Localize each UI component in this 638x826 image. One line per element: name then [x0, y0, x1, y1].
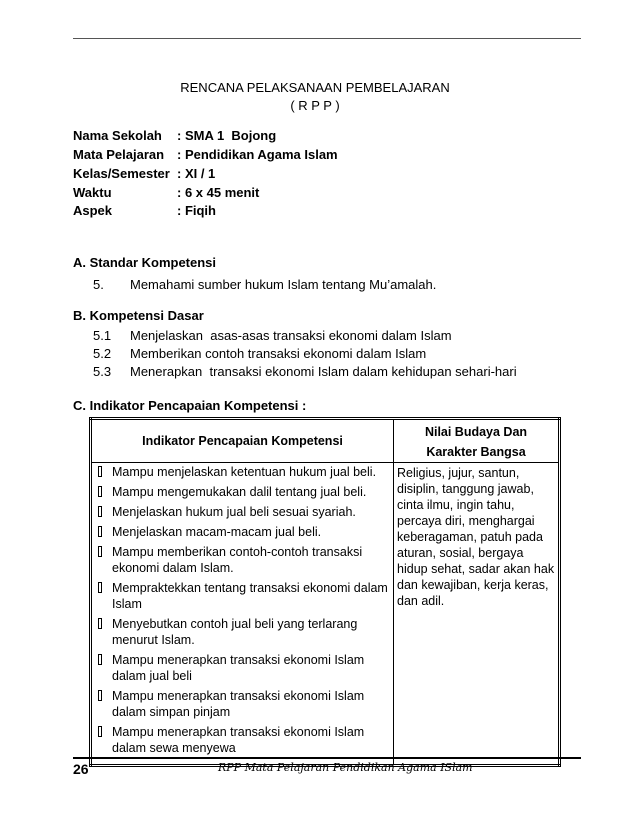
section-b-item-text: Memberikan contoh transaksi ekonomi dalam Islam: [130, 346, 427, 361]
meta-value-class: : XI / 1: [177, 166, 216, 181]
bullet-icon: [98, 466, 102, 477]
section-b-item-text: Menerapkan transaksi ekonomi Islam dalam kehidupan sehari-hari: [130, 364, 517, 379]
meta-label-class: Kelas/Semester: [73, 166, 170, 181]
bullet-icon: [98, 726, 102, 737]
meta-label-time: Waktu: [73, 185, 112, 200]
indicator-text: Mampu menerapkan transaksi ekonomi Islam dalam simpan pinjam: [112, 689, 365, 719]
bullet-icon: [98, 582, 102, 593]
list-item: [92, 484, 393, 500]
meta-value-school: : SMA 1 Bojong: [177, 128, 277, 143]
section-b-item-text: Menjelaskan asas-asas transaksi ekonomi dalam Islam: [130, 328, 452, 343]
section-b-item-num: 5.1: [93, 328, 112, 343]
meta-value-aspect: : Fiqih: [177, 203, 216, 218]
section-b-item-num: 5.2: [93, 346, 112, 361]
table-body-row: [91, 463, 560, 766]
list-item: [92, 504, 393, 520]
section-a-item-text: Memahami sumber hukum Islam tentang Mu’amalah.: [130, 277, 437, 292]
list-item: [92, 464, 393, 480]
meta-label-school: Nama Sekolah: [73, 128, 162, 143]
bullet-icon: [98, 654, 102, 665]
indicator-list: [92, 464, 393, 764]
list-item: [92, 616, 393, 648]
list-item: [92, 724, 393, 756]
footer-text: RPP Mata Pelajaran Pendidikan Agama ISlam: [218, 761, 473, 774]
indicator-text: Mampu memberikan contoh-contoh transaksi ekonomi dalam Islam.: [112, 545, 363, 575]
indicator-text: Menjelaskan hukum jual beli sesuai syariah.: [112, 505, 356, 519]
values-cell: Religius, jujur, santun, disiplin, tanggung jawab, cinta ilmu, ingin tahu, percaya diri, menghargai keberagaman, patuh pada aturan, sosial, bergaya hidup sehat, sadar akan hak dan kewajiban, kerja keras, dan adil.: [394, 463, 560, 766]
bullet-icon: [98, 546, 102, 557]
section-c-heading: C. Indikator Pencapaian Kompetensi :: [73, 398, 307, 413]
list-item: [92, 580, 393, 612]
meta-value-subject: : Pendidikan Agama Islam: [177, 147, 338, 162]
list-item: [92, 652, 393, 684]
meta-label-aspect: Aspek: [73, 203, 113, 218]
table-header-values-line1: Nilai Budaya Dan: [424, 425, 528, 439]
indicator-text: Mampu menerapkan transaksi ekonomi Islam dalam sewa menyewa: [112, 725, 365, 755]
page-number: 26: [73, 761, 89, 777]
indicator-text: Menjelaskan macam-macam jual beli.: [112, 525, 322, 539]
indicator-text: Mampu menerapkan transaksi ekonomi Islam dalam jual beli: [112, 653, 365, 683]
indicator-text: Mampu menjelaskan ketentuan hukum jual beli.: [112, 465, 377, 479]
indicator-table: [89, 417, 561, 767]
table-header-values: [394, 419, 560, 463]
indicator-text: Menyebutkan contoh jual beli yang terlarang menurut Islam.: [112, 617, 358, 647]
table-header-row: [91, 419, 560, 463]
section-a-item-num: 5.: [93, 277, 104, 292]
bullet-icon: [98, 506, 102, 517]
meta-label-subject: Mata Pelajaran: [73, 147, 165, 162]
list-item: [92, 524, 393, 540]
section-a-heading: A. Standar Kompetensi: [73, 255, 217, 270]
indicator-text: Mampu mengemukakan dalil tentang jual beli.: [112, 485, 367, 499]
document-title: RENCANA PELAKSANAAN PEMBELAJARAN: [180, 80, 450, 95]
indicator-text: Mempraktekkan tentang transaksi ekonomi dalam Islam: [112, 581, 388, 611]
header-rule: [73, 38, 581, 39]
bullet-icon: [98, 526, 102, 537]
meta-value-time: : 6 x 45 menit: [177, 185, 260, 200]
table-header-indicator: Indikator Pencapaian Kompetensi: [91, 419, 394, 463]
section-b-item-num: 5.3: [93, 364, 112, 379]
list-item: [92, 544, 393, 576]
footer-rule: [73, 757, 581, 759]
document-subtitle: ( R P P ): [290, 98, 340, 113]
indicator-cell: [91, 463, 394, 766]
bullet-icon: [98, 690, 102, 701]
list-item: [92, 688, 393, 720]
bullet-icon: [98, 486, 102, 497]
bullet-icon: [98, 618, 102, 629]
table-header-values-line2: Karakter Bangsa: [426, 445, 526, 459]
section-b-heading: B. Kompetensi Dasar: [73, 308, 204, 323]
